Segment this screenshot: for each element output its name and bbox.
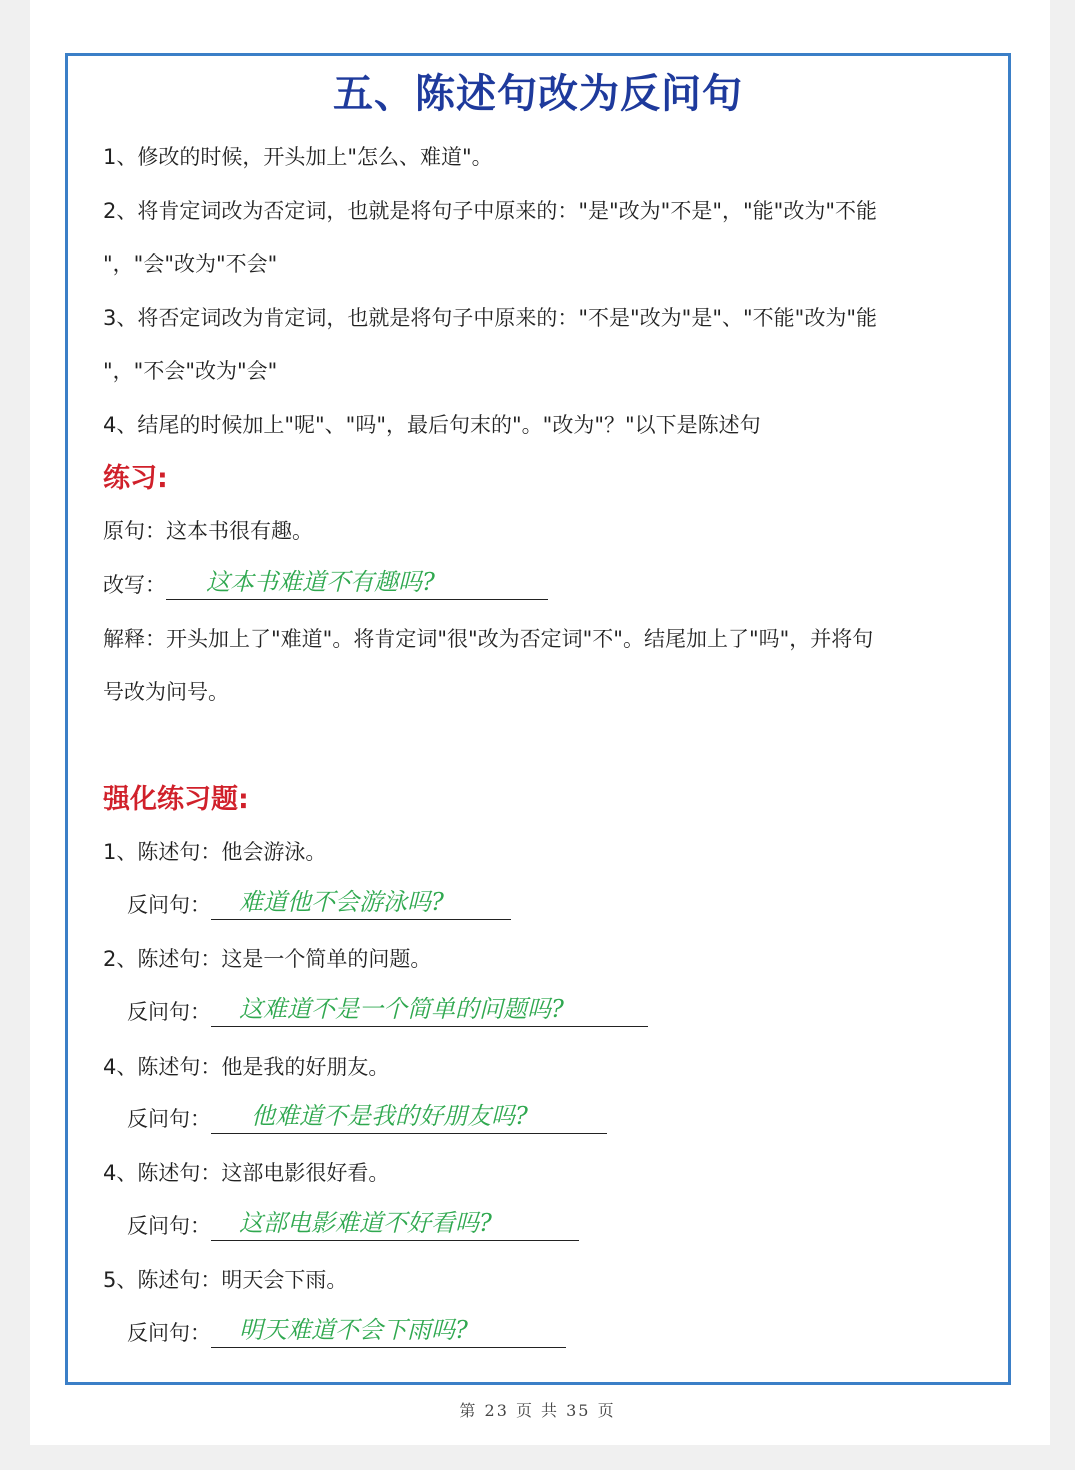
exercise-prompt-5: 5、陈述句：明天会下雨。 [103,1268,348,1292]
answer-blank-5[interactable] [211,1314,566,1348]
answer-label: 反问句： [127,1000,211,1024]
original-text: 这本书很有趣。 [166,519,313,543]
original-sentence [103,516,313,546]
exercise-prompt-3: 4、陈述句：他是我的好朋友。 [103,1055,390,1079]
handwritten-answer-4: 这部电影难道不好看吗? [239,1209,492,1237]
exercise-prompt-2: 2、陈述句：这是一个简单的问题。 [103,947,432,971]
practice-heading: 练习: [103,463,168,494]
handwritten-answer-1: 难道他不会游泳吗? [239,888,444,916]
rewrite-answer: 这本书难道不有趣吗? [206,568,435,596]
rule-4: 4、结尾的时候加上"呢"、"吗"，最后句末的"。"改为"？"以下是陈述句 [103,413,761,437]
page-title: 五、陈述句改为反问句 [333,71,743,117]
answer-blank-2[interactable] [211,993,648,1027]
answer-blank-3[interactable] [211,1100,607,1134]
original-label: 原句： [103,519,166,543]
exercise-answer-row-2 [127,993,648,1027]
handwritten-answer-3: 他难道不是我的好朋友吗? [251,1102,528,1130]
rewrite-row [103,566,548,600]
answer-label: 反问句： [127,1107,211,1131]
answer-label: 反问句： [127,1214,211,1238]
exercises-heading: 强化练习题: [103,784,249,815]
answer-label: 反问句： [127,893,211,917]
rewrite-label: 改写： [103,573,166,597]
exercise-prompt-4: 4、陈述句：这部电影很好看。 [103,1161,390,1185]
explanation-line-1: 解释：开头加上了"难道"。将肯定词"很"改为否定词"不"。结尾加上了"吗"，并将句 [103,627,874,651]
exercise-answer-row-3 [127,1100,607,1134]
rule-3-cont: "，"不会"改为"会" [103,359,278,383]
rule-2: 2、将肯定词改为否定词，也就是将句子中原来的："是"改为"不是"，"能"改为"不能 [103,199,877,223]
handwritten-answer-5: 明天难道不会下雨吗? [239,1316,468,1344]
rule-3: 3、将否定词改为肯定词，也就是将句子中原来的："不是"改为"是"、"不能"改为"能 [103,306,877,330]
answer-blank-4[interactable] [211,1207,579,1241]
page-number-footer: 第 23 页 共 35 页 [459,1401,616,1420]
rule-1: 1、修改的时候，开头加上"怎么、难道"。 [103,145,493,169]
rule-2-cont: "，"会"改为"不会" [103,252,278,276]
exercise-answer-row-5 [127,1314,566,1348]
answer-label: 反问句： [127,1321,211,1345]
explanation-line-2: 号改为问号。 [103,680,229,704]
exercise-answer-row-4 [127,1207,579,1241]
rewrite-blank[interactable] [166,566,548,600]
exercise-prompt-1: 1、陈述句：他会游泳。 [103,840,327,864]
exercise-answer-row-1 [127,886,511,920]
handwritten-answer-2: 这难道不是一个简单的问题吗? [239,995,564,1023]
answer-blank-1[interactable] [211,886,511,920]
